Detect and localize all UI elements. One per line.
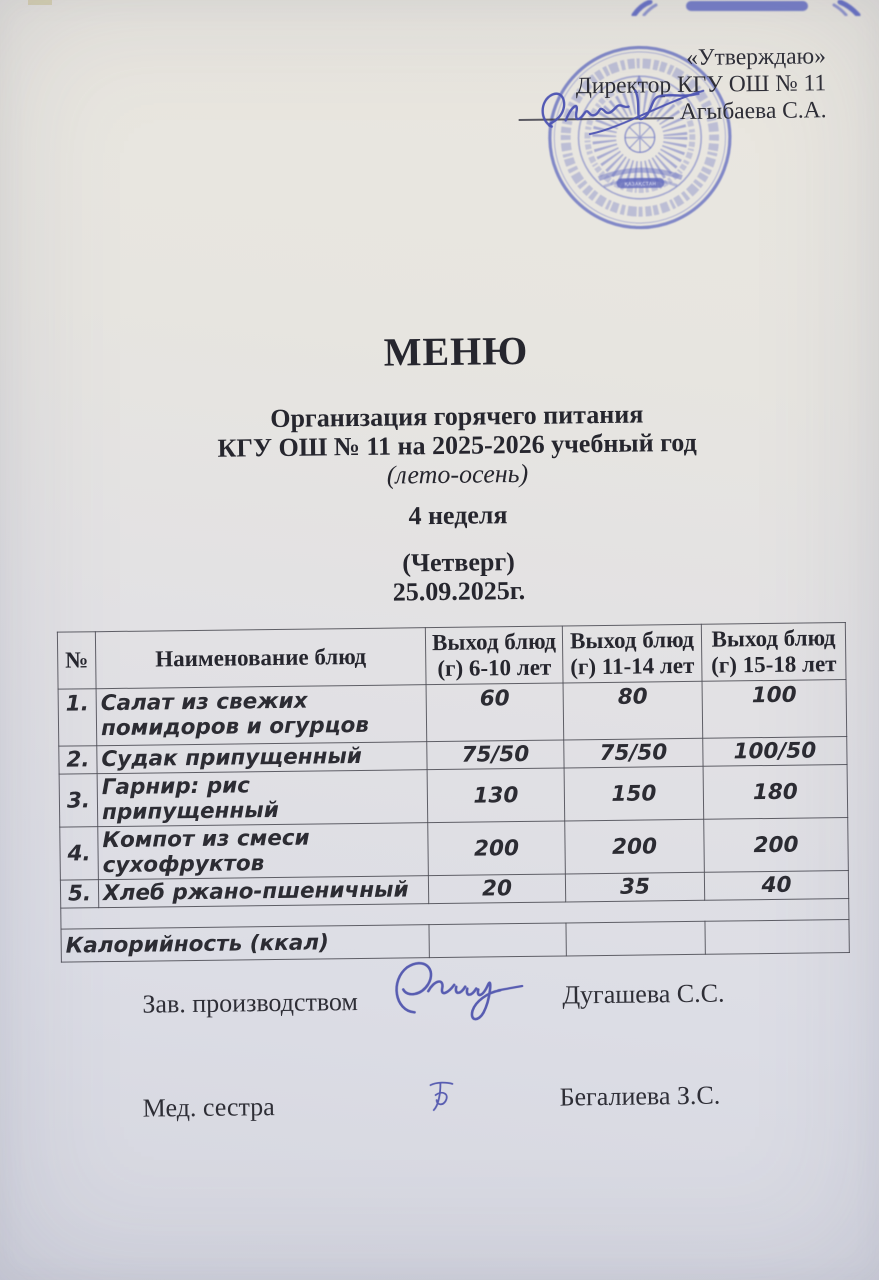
- dish-name: Салат из свежих помидоров и огурцов: [96, 685, 427, 746]
- value-15-18: 100/50: [703, 737, 847, 767]
- date-label: 25.09.2025г.: [392, 575, 526, 607]
- table-row: [59, 765, 848, 828]
- document-title: МЕНЮ: [383, 327, 529, 375]
- value-11-14: 80: [563, 681, 703, 740]
- value-11-14: 35: [565, 872, 704, 902]
- zav-signature-icon: [370, 949, 531, 1036]
- dish-name: Компот из смеси сухофруктов: [98, 823, 429, 880]
- approval-role: Директор КГУ ОШ № 11: [575, 70, 827, 100]
- approval-name: Агыбаева С.А.: [679, 97, 827, 126]
- stamp-banner-text: ҚАЗАҚСТАН: [624, 182, 657, 188]
- day-label: (Четверг): [402, 547, 516, 578]
- row-num: 1.: [58, 689, 97, 746]
- col-header-age-11-14: Выход блюд (г) 11-14 лет: [562, 624, 702, 683]
- approval-quote: «Утверждаю»: [686, 43, 827, 71]
- row-num: 4.: [60, 827, 99, 880]
- value-6-10: 60: [426, 683, 564, 742]
- value-15-18: 100: [702, 680, 847, 739]
- title-block: [16, 322, 879, 611]
- value-15-18: 40: [704, 871, 848, 901]
- role-med-sestra: Мед. сестра: [142, 1092, 275, 1123]
- director-signature-icon: [531, 81, 710, 141]
- value-11-14: 200: [565, 819, 705, 874]
- value-11-14: 75/50: [564, 738, 703, 768]
- value-6-10: 20: [428, 874, 565, 904]
- partial-stamp-top-icon: [628, 0, 864, 16]
- table-row: [60, 818, 849, 881]
- row-num: 5.: [60, 880, 98, 908]
- value-6-10: 75/50: [427, 740, 564, 770]
- name-begalieva: Бегалиева З.С.: [559, 1080, 721, 1112]
- value-15-18: 200: [704, 818, 849, 873]
- subtitle-line1: Организация горячего питания: [270, 399, 644, 434]
- dish-name: Гарнир: рис припущенный: [97, 770, 428, 827]
- dish-name: Судак припущенный: [97, 742, 427, 774]
- value-6-10: 130: [427, 768, 565, 823]
- table-row: [58, 680, 847, 747]
- name-dugasheva: Дугашева С.С.: [562, 978, 725, 1010]
- col-header-age-15-18: Выход блюд (г) 15-18 лет: [701, 623, 846, 682]
- value-15-18: 180: [703, 765, 848, 820]
- row-num: 2.: [59, 746, 97, 774]
- col-header-dish: Наименование блюд: [95, 628, 426, 689]
- dish-name: Хлеб ржано-пшеничный: [98, 876, 428, 908]
- calories-15-18: [705, 920, 849, 955]
- menu-table: [57, 622, 850, 963]
- table-header-row: [57, 623, 846, 690]
- calories-label: Калорийность (ккал): [61, 925, 429, 962]
- role-zav-proizvodstvom: Зав. производством: [142, 987, 359, 1019]
- med-signature-icon: [426, 1079, 456, 1113]
- col-header-num: №: [57, 632, 96, 689]
- subtitle-line2: КГУ ОШ № 11 на 2025-2026 учебный год: [217, 427, 697, 463]
- season-label: (лето-осень): [386, 458, 529, 490]
- week-label: 4 неделя: [408, 500, 508, 531]
- row-num: 3.: [59, 774, 98, 827]
- value-6-10: 200: [428, 821, 566, 876]
- value-11-14: 150: [564, 766, 704, 821]
- calories-11-14: [566, 921, 705, 956]
- col-header-age-6-10: Выход блюд (г) 6-10 лет: [425, 626, 563, 685]
